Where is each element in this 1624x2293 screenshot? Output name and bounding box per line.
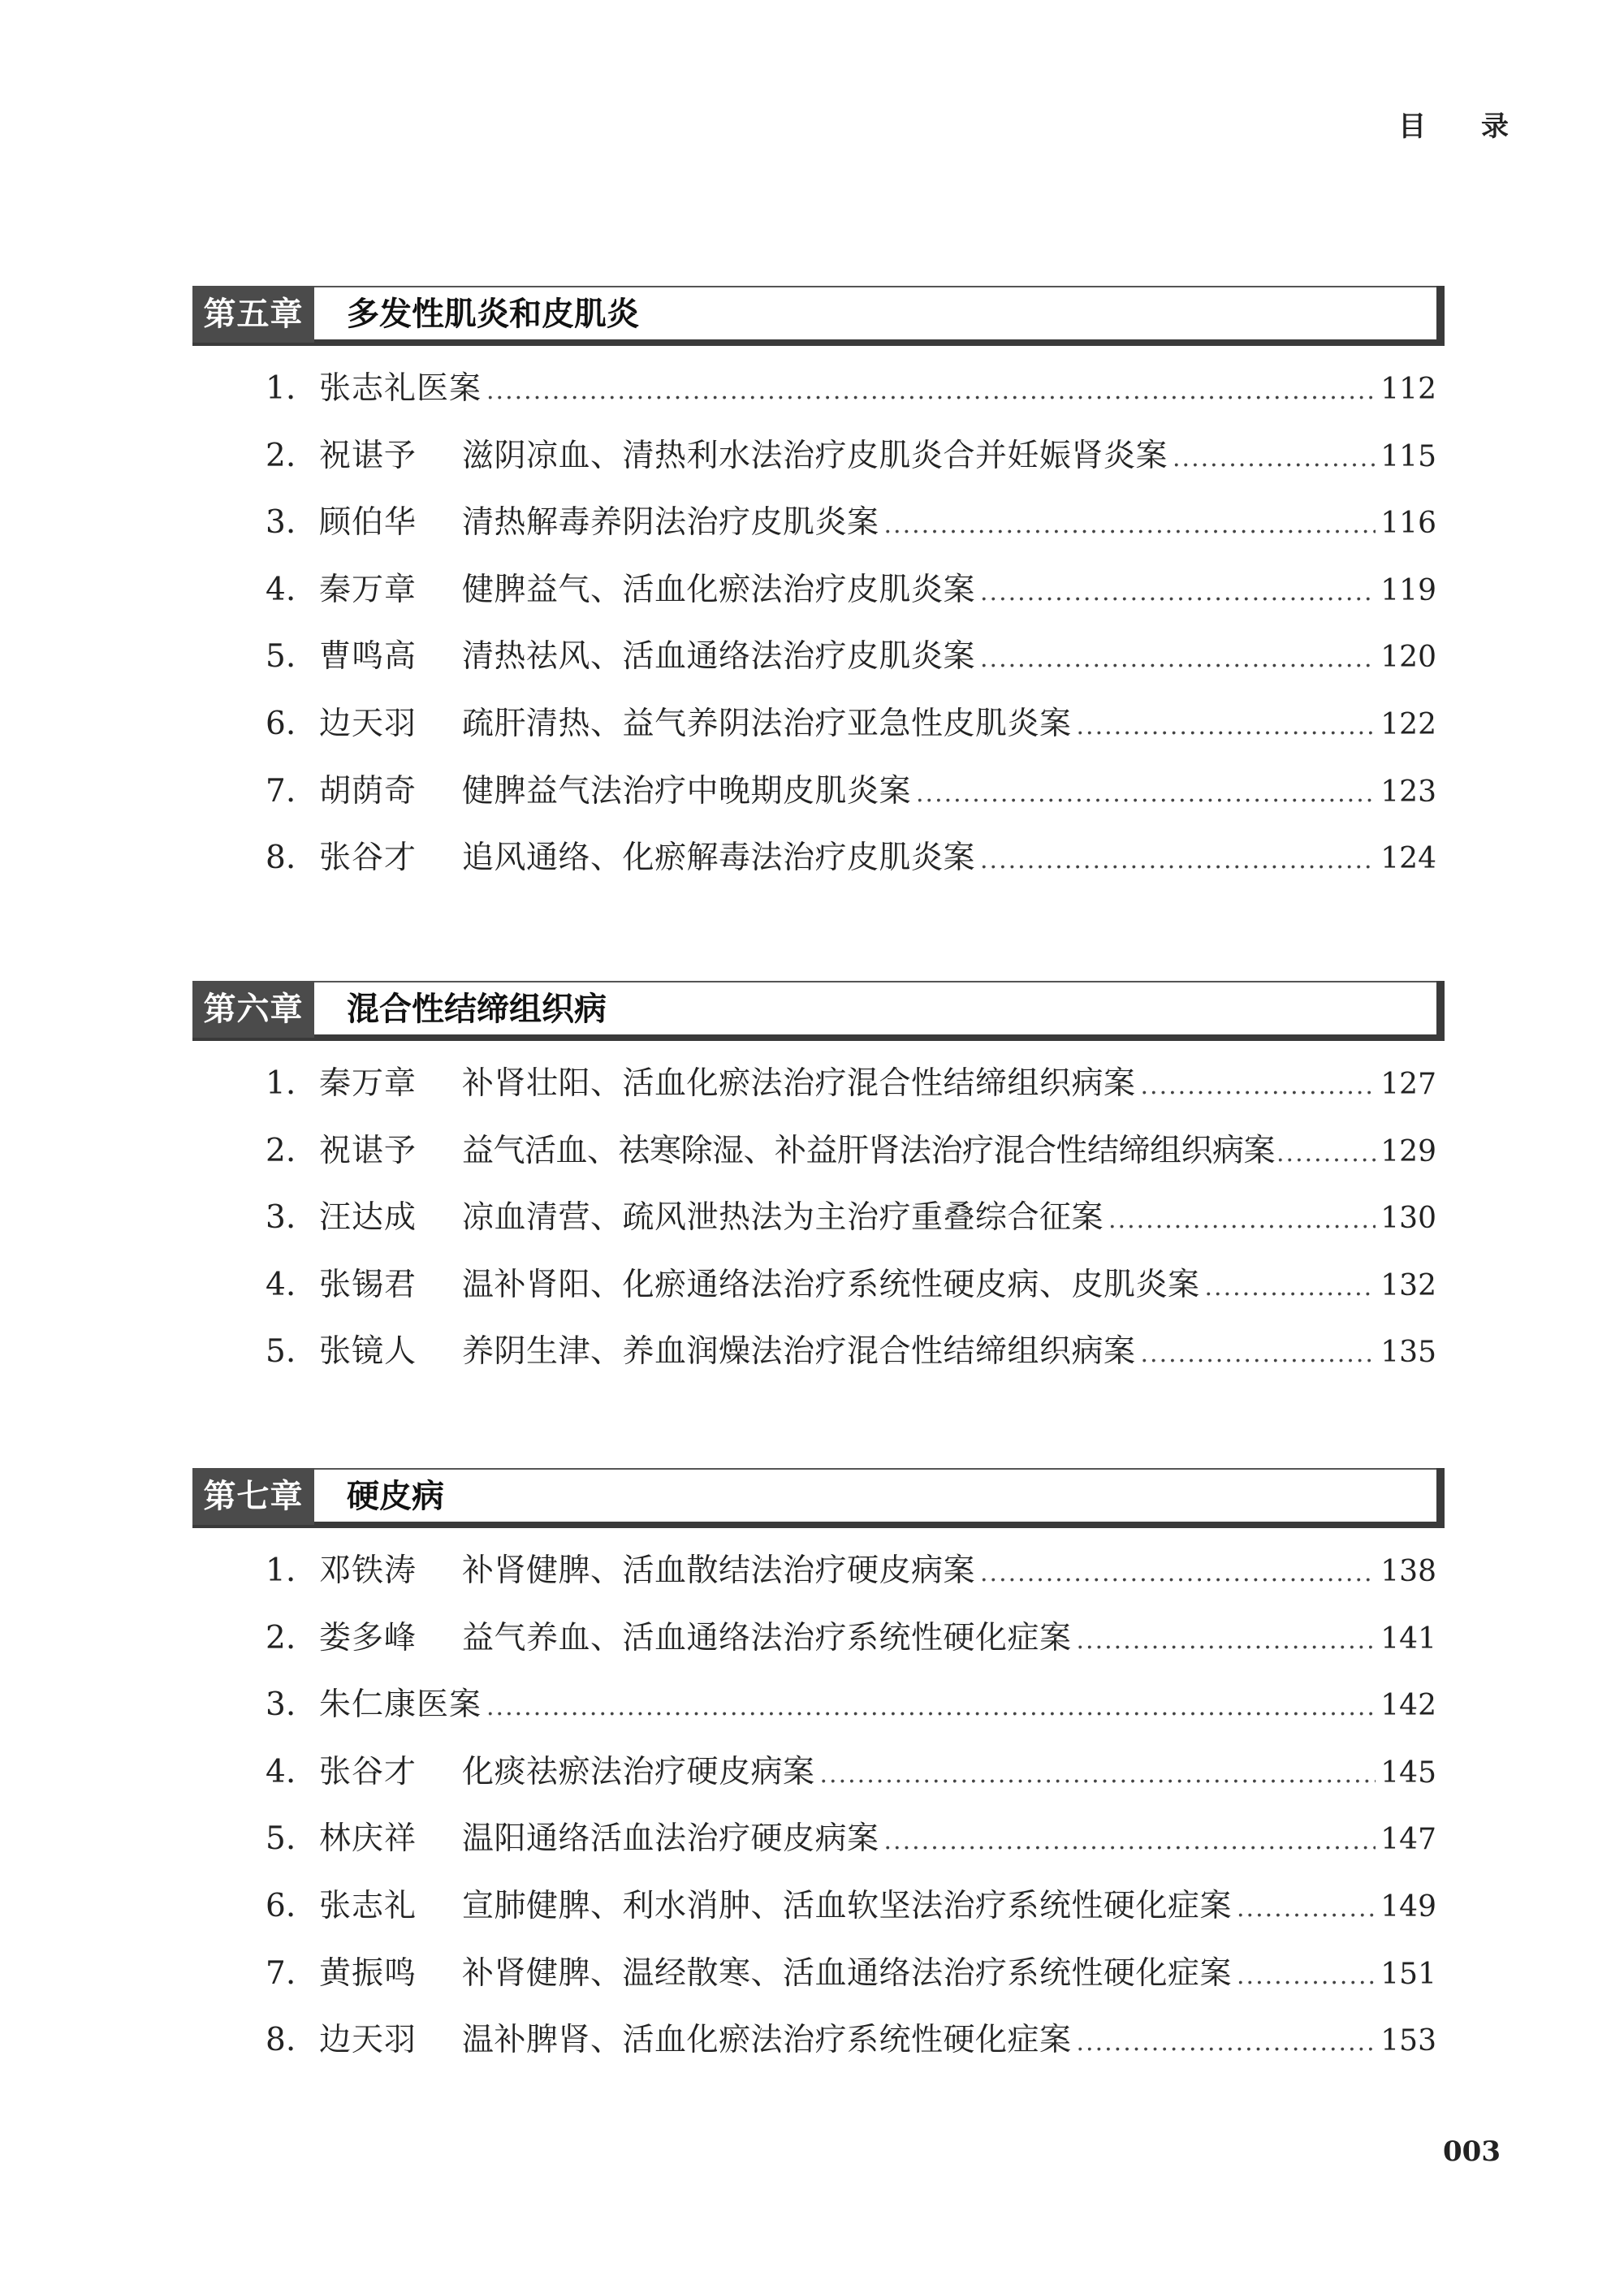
entry-author: 顾伯华 bbox=[319, 504, 417, 542]
entry-title: 化痰祛瘀法治疗硬皮病案 bbox=[462, 1753, 815, 1790]
entry-author: 祝谌予 bbox=[319, 1132, 417, 1169]
dot-leader bbox=[884, 1808, 1376, 1876]
toc-entry[interactable] bbox=[192, 490, 1443, 557]
entry-number: 7. bbox=[266, 772, 296, 810]
chapter-5 bbox=[192, 286, 1443, 892]
chapter-title: 混合性结缔组织病 bbox=[347, 990, 607, 1028]
entry-title: 健脾益气法治疗中晚期皮肌炎案 bbox=[462, 772, 912, 810]
entry-number: 4. bbox=[266, 1266, 296, 1303]
entry-author: 娄多峰 bbox=[319, 1619, 417, 1656]
chapter-title: 硬皮病 bbox=[347, 1477, 444, 1515]
entry-author: 朱仁康医案 bbox=[319, 1686, 482, 1724]
toc-entry[interactable] bbox=[192, 1605, 1443, 1673]
toc-entry[interactable] bbox=[192, 1319, 1443, 1386]
chapter-heading-bar bbox=[192, 286, 1443, 341]
entry-title: 温阳通络活血法治疗硬皮病案 bbox=[462, 1820, 879, 1858]
entry-title: 补肾壮阳、活血化瘀法治疗混合性结缔组织病案 bbox=[462, 1065, 1136, 1102]
toc-entry[interactable] bbox=[192, 1739, 1443, 1807]
entry-page: 124 bbox=[1380, 842, 1436, 876]
entry-author: 邓铁涛 bbox=[319, 1552, 417, 1589]
toc-entry[interactable] bbox=[192, 624, 1443, 691]
entry-author: 张谷才 bbox=[319, 840, 417, 877]
entry-page: 130 bbox=[1380, 1202, 1436, 1236]
toc-entry[interactable] bbox=[192, 1185, 1443, 1252]
toc-entry[interactable] bbox=[192, 356, 1443, 423]
toc-entry[interactable] bbox=[192, 758, 1443, 826]
entry-page: 153 bbox=[1380, 2024, 1436, 2058]
dot-leader bbox=[916, 761, 1376, 828]
entry-number: 3. bbox=[266, 1199, 296, 1237]
toc-entry-list bbox=[192, 1538, 1443, 2075]
dot-leader bbox=[1276, 1121, 1379, 1188]
entry-number: 2. bbox=[266, 437, 296, 474]
entry-number: 4. bbox=[266, 1753, 296, 1790]
entry-number: 5. bbox=[266, 1820, 296, 1858]
entry-title: 温补脾肾、活血化瘀法治疗系统性硬化症案 bbox=[462, 2022, 1072, 2059]
entry-title: 滋阴凉血、清热利水法治疗皮肌炎合并妊娠肾炎案 bbox=[462, 437, 1168, 474]
chapter-title: 多发性肌炎和皮肌炎 bbox=[347, 295, 639, 333]
toc-entry[interactable] bbox=[192, 1252, 1443, 1319]
entry-number: 3. bbox=[266, 1686, 296, 1724]
entry-page: 138 bbox=[1380, 1555, 1436, 1588]
toc-entry-list bbox=[192, 356, 1443, 892]
chapter-heading-bar bbox=[192, 981, 1443, 1036]
entry-title: 清热祛风、活血通络法治疗皮肌炎案 bbox=[462, 638, 976, 676]
entry-author: 张镜人 bbox=[319, 1333, 417, 1371]
entry-page: 112 bbox=[1380, 373, 1436, 406]
dot-leader bbox=[820, 1742, 1376, 1809]
entry-page: 123 bbox=[1380, 775, 1436, 809]
dot-leader bbox=[980, 827, 1376, 895]
chapter-6 bbox=[192, 981, 1443, 1386]
entry-title: 清热解毒养阴法治疗皮肌炎案 bbox=[462, 504, 879, 542]
toc-entry[interactable] bbox=[192, 825, 1443, 892]
entry-title: 温补肾阳、化瘀通络法治疗系统性硬皮病、皮肌炎案 bbox=[462, 1266, 1200, 1303]
running-head: 目 录 bbox=[1398, 110, 1531, 143]
entry-title: 益气活血、祛寒除湿、补益肝肾法治疗混合性结缔组织病案 bbox=[462, 1132, 1276, 1169]
toc-entry[interactable] bbox=[192, 691, 1443, 758]
chapter-number: 第五章 bbox=[192, 286, 314, 343]
toc-entry[interactable] bbox=[192, 1538, 1443, 1605]
dot-leader bbox=[980, 1540, 1376, 1608]
entry-author: 黄振鸣 bbox=[319, 1954, 417, 1992]
page-number: 003 bbox=[1443, 2135, 1501, 2168]
dot-leader bbox=[980, 559, 1376, 627]
entry-page: 147 bbox=[1380, 1823, 1436, 1857]
entry-author: 胡荫奇 bbox=[319, 772, 417, 810]
entry-number: 1. bbox=[266, 370, 296, 407]
entry-page: 141 bbox=[1380, 1622, 1436, 1656]
toc-entry[interactable] bbox=[192, 1941, 1443, 2008]
toc-entry[interactable] bbox=[192, 2007, 1443, 2075]
dot-leader bbox=[1237, 1943, 1376, 2010]
entry-author: 边天羽 bbox=[319, 705, 417, 742]
dot-leader bbox=[486, 358, 1376, 425]
entry-title: 养阴生津、养血润燥法治疗混合性结缔组织病案 bbox=[462, 1333, 1136, 1371]
entry-author: 边天羽 bbox=[319, 2022, 417, 2059]
dot-leader bbox=[1141, 1321, 1376, 1388]
entry-number: 5. bbox=[266, 638, 296, 676]
toc-entry[interactable] bbox=[192, 1873, 1443, 1941]
entry-author: 汪达成 bbox=[319, 1199, 417, 1237]
toc-entry-list bbox=[192, 1051, 1443, 1386]
entry-number: 1. bbox=[266, 1065, 296, 1102]
entry-title: 益气养血、活血通络法治疗系统性硬化症案 bbox=[462, 1619, 1072, 1656]
dot-leader bbox=[980, 626, 1376, 693]
entry-page: 135 bbox=[1380, 1336, 1436, 1370]
entry-title: 健脾益气、活血化瘀法治疗皮肌炎案 bbox=[462, 571, 976, 608]
entry-title: 补肾健脾、温经散寒、活血通络法治疗系统性硬化症案 bbox=[462, 1954, 1233, 1992]
entry-page: 142 bbox=[1380, 1689, 1436, 1723]
entry-page: 129 bbox=[1380, 1134, 1436, 1168]
dot-leader bbox=[1237, 1876, 1376, 1943]
entry-page: 132 bbox=[1380, 1268, 1436, 1302]
entry-author: 张谷才 bbox=[319, 1753, 417, 1790]
entry-page: 116 bbox=[1380, 507, 1436, 541]
dot-leader bbox=[1108, 1187, 1376, 1254]
entry-page: 115 bbox=[1380, 439, 1436, 473]
chapter-heading-bar bbox=[192, 1468, 1443, 1523]
dot-leader bbox=[1205, 1254, 1376, 1322]
entry-title: 凉血清营、疏风泄热法为主治疗重叠综合征案 bbox=[462, 1199, 1104, 1237]
chapter-number: 第七章 bbox=[192, 1468, 314, 1525]
toc-entry[interactable] bbox=[192, 1806, 1443, 1873]
toc-entry[interactable] bbox=[192, 1118, 1443, 1185]
entry-author: 张志礼医案 bbox=[319, 370, 482, 407]
dot-leader bbox=[1141, 1053, 1376, 1121]
entry-number: 3. bbox=[266, 504, 296, 542]
entry-page: 119 bbox=[1380, 573, 1436, 607]
toc-entry[interactable] bbox=[192, 423, 1443, 490]
dot-leader bbox=[884, 492, 1376, 559]
entry-title: 疏肝清热、益气养阴法治疗亚急性皮肌炎案 bbox=[462, 705, 1072, 742]
entry-author: 秦万章 bbox=[319, 571, 417, 608]
entry-page: 127 bbox=[1380, 1068, 1436, 1101]
entry-title: 宣肺健脾、利水消肿、活血软坚法治疗系统性硬化症案 bbox=[462, 1887, 1233, 1924]
dot-leader bbox=[1077, 2010, 1376, 2077]
toc-entry[interactable] bbox=[192, 557, 1443, 624]
toc-entry[interactable] bbox=[192, 1051, 1443, 1118]
entry-author: 祝谌予 bbox=[319, 437, 417, 474]
entry-number: 6. bbox=[266, 705, 296, 742]
entry-number: 7. bbox=[266, 1954, 296, 1992]
entry-author: 秦万章 bbox=[319, 1065, 417, 1102]
entry-author: 曹鸣高 bbox=[319, 638, 417, 676]
entry-number: 6. bbox=[266, 1887, 296, 1924]
entry-number: 5. bbox=[266, 1333, 296, 1371]
chapter-7 bbox=[192, 1468, 1443, 2075]
entry-author: 张锡君 bbox=[319, 1266, 417, 1303]
entry-page: 122 bbox=[1380, 707, 1436, 741]
entry-author: 张志礼 bbox=[319, 1887, 417, 1924]
entry-page: 120 bbox=[1380, 641, 1436, 675]
entry-author: 林庆祥 bbox=[319, 1820, 417, 1858]
entry-number: 4. bbox=[266, 571, 296, 608]
entry-number: 2. bbox=[266, 1619, 296, 1656]
entry-number: 8. bbox=[266, 2022, 296, 2059]
toc-entry[interactable] bbox=[192, 1672, 1443, 1739]
dot-leader bbox=[1173, 425, 1376, 493]
entry-number: 8. bbox=[266, 840, 296, 877]
dot-leader bbox=[486, 1674, 1376, 1742]
entry-number: 1. bbox=[266, 1552, 296, 1589]
dot-leader bbox=[1077, 1608, 1376, 1675]
chapter-number: 第六章 bbox=[192, 981, 314, 1038]
entry-page: 149 bbox=[1380, 1889, 1436, 1924]
entry-page: 145 bbox=[1380, 1755, 1436, 1790]
dot-leader bbox=[1077, 693, 1376, 761]
entry-title: 追风通络、化瘀解毒法治疗皮肌炎案 bbox=[462, 840, 976, 877]
entry-title: 补肾健脾、活血散结法治疗硬皮病案 bbox=[462, 1552, 976, 1589]
entry-page: 151 bbox=[1380, 1957, 1436, 1991]
entry-number: 2. bbox=[266, 1132, 296, 1169]
